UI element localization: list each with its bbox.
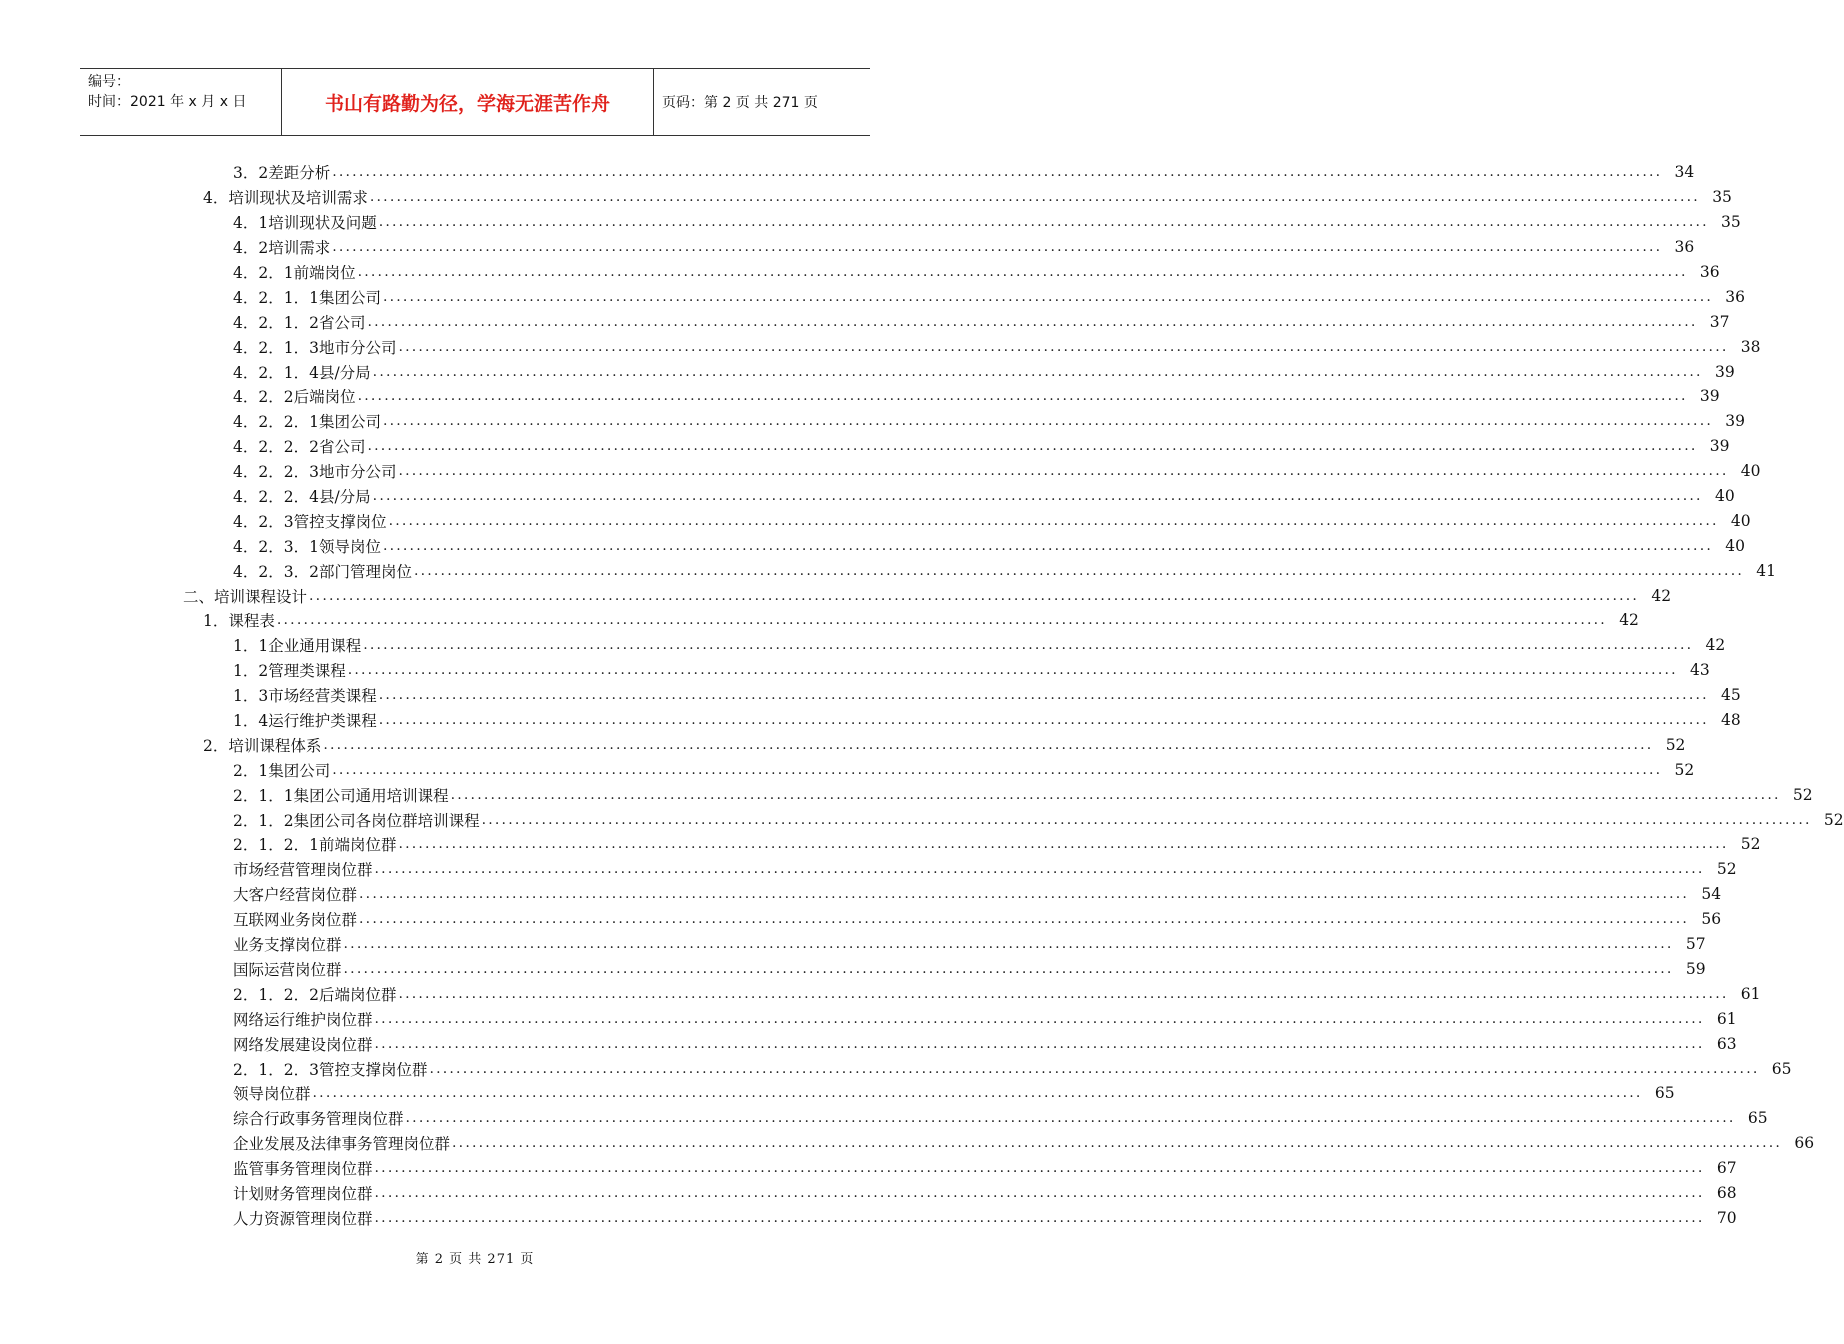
- toc-entry-page-number: 40: [1730, 511, 1751, 530]
- toc-entry-label: 4．2．2．4县/分局: [233, 488, 371, 507]
- toc-entry-label: 4．2．1．2省公司: [233, 313, 366, 332]
- toc-dot-leader: ........................................................................................................................................................................................................: [343, 960, 1674, 977]
- header-meta: [80, 69, 282, 135]
- toc-entry-label: 领导岗位群: [233, 1085, 311, 1104]
- toc-entry[interactable]: [0, 434, 1730, 459]
- toc-entry[interactable]: [0, 708, 1741, 733]
- toc-entry-label: 4．2．2．2省公司: [233, 438, 366, 457]
- toc-dot-leader: ........................................................................................................................................................................................................: [276, 612, 1607, 629]
- toc-entry[interactable]: [0, 359, 1735, 384]
- toc-entry-label: 综合行政事务管理岗位群: [233, 1110, 404, 1129]
- document-number-label: 编号：: [88, 74, 130, 90]
- toc-entry-page-number: 70: [1716, 1208, 1737, 1227]
- toc-entry-label: 1．1企业通用课程: [233, 637, 362, 656]
- toc-entry-label: 4．2．1．1集团公司: [233, 288, 381, 307]
- toc-entry[interactable]: [0, 1205, 1737, 1230]
- toc-entry-page-number: 61: [1740, 984, 1761, 1003]
- toc-entry-label: 2．1集团公司: [233, 761, 331, 780]
- toc-entry-page-number: 63: [1716, 1034, 1737, 1053]
- table-of-contents: [0, 160, 1844, 1230]
- toc-dot-leader: ........................................................................................................................................................................................................: [323, 736, 1654, 753]
- toc-entry[interactable]: [0, 309, 1730, 334]
- toc-dot-leader: ........................................................................................................................................................................................................: [374, 1209, 1705, 1226]
- toc-entry-label: 企业发展及法律事务管理岗位群: [233, 1135, 451, 1154]
- toc-entry[interactable]: [0, 533, 1745, 558]
- toc-dot-leader: ........................................................................................................................................................................................................: [374, 1010, 1705, 1027]
- toc-entry-page-number: 65: [1654, 1084, 1675, 1103]
- toc-dot-leader: ........................................................................................................................................................................................................: [481, 811, 1812, 828]
- toc-dot-leader: ........................................................................................................................................................................................................: [359, 886, 1690, 903]
- toc-entry-label: 2．1．1集团公司通用培训课程: [233, 786, 449, 805]
- toc-entry-page-number: 52: [1792, 785, 1813, 804]
- toc-entry-page-number: 52: [1716, 860, 1737, 879]
- toc-entry-page-number: 59: [1685, 959, 1706, 978]
- toc-dot-leader: ........................................................................................................................................................................................................: [367, 438, 1698, 455]
- toc-entry-page-number: 57: [1685, 935, 1706, 954]
- toc-entry-label: 2．1．2集团公司各岗位群培训课程: [233, 811, 480, 830]
- toc-entry-label: 2．1．2．1前端岗位群: [233, 836, 397, 855]
- toc-entry[interactable]: [0, 260, 1720, 285]
- toc-dot-leader: ........................................................................................................................................................................................................: [398, 338, 1729, 355]
- toc-entry-label: 计划财务管理岗位群: [233, 1184, 373, 1203]
- toc-entry-label: 二、培训课程设计: [183, 587, 308, 606]
- toc-dot-leader: ........................................................................................................................................................................................................: [452, 1135, 1783, 1152]
- toc-entry[interactable]: [0, 185, 1732, 210]
- toc-entry-label: 4．2培训需求: [233, 239, 331, 258]
- toc-entry-label: 国际运营岗位群: [233, 960, 342, 979]
- toc-dot-leader: ........................................................................................................................................................................................................: [369, 189, 1700, 206]
- toc-entry-page-number: 52: [1740, 835, 1761, 854]
- toc-entry-page-number: 40: [1740, 462, 1761, 481]
- toc-entry[interactable]: [0, 683, 1741, 708]
- toc-entry-page-number: 43: [1690, 661, 1710, 680]
- toc-dot-leader: ........................................................................................................................................................................................................: [372, 363, 1703, 380]
- toc-entry-label: 4．1培训现状及问题: [233, 214, 377, 233]
- toc-dot-leader: ........................................................................................................................................................................................................: [378, 214, 1709, 231]
- toc-entry[interactable]: [0, 932, 1706, 957]
- toc-entry-label: 4．2．1．4县/分局: [233, 363, 371, 382]
- toc-entry-page-number: 68: [1716, 1183, 1737, 1202]
- toc-entry[interactable]: [0, 1006, 1737, 1031]
- toc-entry-page-number: 41: [1756, 561, 1776, 580]
- toc-entry-page-number: 48: [1721, 711, 1741, 730]
- toc-entry-label: 大客户经营岗位群: [233, 886, 358, 905]
- toc-entry-page-number: 45: [1721, 686, 1741, 705]
- toc-entry[interactable]: [0, 459, 1761, 484]
- toc-entry[interactable]: [0, 782, 1813, 807]
- toc-entry[interactable]: [0, 732, 1686, 757]
- toc-dot-leader: ........................................................................................................................................................................................................: [347, 662, 1678, 679]
- toc-entry-page-number: 52: [1823, 810, 1844, 829]
- toc-entry-label: 网络发展建设岗位群: [233, 1035, 373, 1054]
- toc-entry[interactable]: [0, 1031, 1737, 1056]
- toc-entry-page-number: 65: [1747, 1109, 1768, 1128]
- toc-entry-label: 网络运行维护岗位群: [233, 1010, 373, 1029]
- toc-entry-page-number: 39: [1714, 362, 1735, 381]
- toc-entry-page-number: 66: [1794, 1134, 1815, 1153]
- page-footer: 第 2 页 共 271 页: [415, 1252, 535, 1267]
- toc-entry[interactable]: [0, 210, 1741, 235]
- toc-dot-leader: ........................................................................................................................................................................................................: [374, 1184, 1705, 1201]
- toc-entry-page-number: 52: [1674, 760, 1695, 779]
- toc-entry-page-number: 35: [1721, 213, 1741, 232]
- toc-dot-leader: ........................................................................................................................................................................................................: [359, 911, 1690, 928]
- header-motto: 书山有路勤为径，学海无涯苦作舟: [282, 69, 654, 135]
- toc-entry-label: 互联网业务岗位群: [233, 911, 358, 930]
- toc-dot-leader: ........................................................................................................................................................................................................: [382, 537, 1713, 554]
- toc-dot-leader: ........................................................................................................................................................................................................: [382, 288, 1713, 305]
- toc-dot-leader: ........................................................................................................................................................................................................: [343, 936, 1674, 953]
- toc-entry[interactable]: [0, 284, 1745, 309]
- toc-dot-leader: ........................................................................................................................................................................................................: [372, 488, 1703, 505]
- toc-entry[interactable]: [0, 160, 1695, 185]
- toc-entry-label: 2．1．2．2后端岗位群: [233, 985, 397, 1004]
- toc-dot-leader: ........................................................................................................................................................................................................: [374, 861, 1705, 878]
- toc-entry-page-number: 36: [1674, 238, 1695, 257]
- toc-entry-label: 4．培训现状及培训需求: [203, 189, 368, 208]
- toc-entry-label: 4．2．3管控支撑岗位: [233, 512, 387, 531]
- toc-entry[interactable]: [0, 957, 1706, 982]
- toc-entry-label: 4．2．2．1集团公司: [233, 413, 381, 432]
- toc-entry[interactable]: [0, 558, 1776, 583]
- toc-dot-leader: ........................................................................................................................................................................................................: [309, 587, 1640, 604]
- toc-dot-leader: ........................................................................................................................................................................................................: [398, 836, 1729, 853]
- toc-entry-page-number: 39: [1699, 387, 1720, 406]
- toc-entry-label: 市场经营管理岗位群: [233, 861, 373, 880]
- toc-entry[interactable]: [0, 633, 1726, 658]
- toc-dot-leader: ........................................................................................................................................................................................................: [378, 712, 1709, 729]
- toc-entry-page-number: 65: [1771, 1059, 1792, 1078]
- toc-entry-page-number: 36: [1725, 287, 1745, 306]
- toc-dot-leader: ........................................................................................................................................................................................................: [312, 1085, 1643, 1102]
- toc-entry-label: 4．2．2后端岗位: [233, 388, 356, 407]
- toc-entry-page-number: 37: [1709, 312, 1730, 331]
- toc-dot-leader: ........................................................................................................................................................................................................: [332, 761, 1663, 778]
- toc-entry[interactable]: [0, 882, 1722, 907]
- toc-entry[interactable]: [0, 832, 1761, 857]
- page-header: [80, 68, 870, 136]
- toc-dot-leader: ........................................................................................................................................................................................................: [367, 313, 1698, 330]
- toc-dot-leader: ........................................................................................................................................................................................................: [357, 264, 1688, 280]
- toc-entry[interactable]: [0, 1106, 1768, 1131]
- toc-entry-label: 1．4运行维护类课程: [233, 712, 377, 731]
- toc-dot-leader: ........................................................................................................................................................................................................: [332, 239, 1663, 256]
- toc-dot-leader: ........................................................................................................................................................................................................: [382, 413, 1713, 430]
- toc-entry[interactable]: [0, 658, 1710, 683]
- toc-dot-leader: ........................................................................................................................................................................................................: [332, 164, 1663, 181]
- toc-entry-label: 2．1．2．3管控支撑岗位群: [233, 1060, 428, 1079]
- toc-entry[interactable]: [0, 334, 1761, 359]
- toc-entry[interactable]: [0, 235, 1695, 260]
- toc-entry[interactable]: [0, 608, 1639, 633]
- toc-entry[interactable]: [0, 807, 1844, 832]
- toc-entry-page-number: 67: [1716, 1159, 1737, 1178]
- toc-entry-label: 监管事务管理岗位群: [233, 1160, 373, 1179]
- toc-entry-page-number: 52: [1665, 735, 1686, 754]
- toc-dot-leader: ........................................................................................................................................................................................................: [398, 985, 1729, 1002]
- toc-dot-leader: ........................................................................................................................................................................................................: [378, 687, 1709, 704]
- document-time-label: 时间：2021 年 x 月 x 日: [88, 94, 247, 110]
- toc-entry-label: 4．2．1前端岗位: [233, 264, 356, 282]
- toc-entry-page-number: 42: [1705, 636, 1726, 655]
- toc-entry[interactable]: [0, 981, 1761, 1006]
- toc-entry-page-number: 42: [1651, 586, 1672, 605]
- toc-entry-page-number: 38: [1740, 337, 1761, 356]
- toc-entry[interactable]: [0, 1181, 1737, 1206]
- toc-entry-page-number: 40: [1714, 487, 1735, 506]
- toc-entry-page-number: 39: [1725, 412, 1745, 431]
- toc-entry-label: 1．课程表: [203, 612, 275, 631]
- toc-entry-label: 业务支撑岗位群: [233, 936, 342, 955]
- toc-entry[interactable]: [0, 583, 1672, 608]
- toc-entry[interactable]: [0, 1156, 1737, 1181]
- toc-dot-leader: ........................................................................................................................................................................................................: [374, 1160, 1705, 1177]
- toc-entry-page-number: 42: [1619, 611, 1639, 630]
- toc-dot-leader: ........................................................................................................................................................................................................: [388, 512, 1719, 529]
- toc-entry-page-number: 40: [1725, 536, 1745, 555]
- toc-dot-leader: ........................................................................................................................................................................................................: [429, 1060, 1760, 1077]
- toc-dot-leader: ........................................................................................................................................................................................................: [374, 1035, 1705, 1052]
- toc-entry-label: 4．2．3．1领导岗位: [233, 537, 381, 556]
- toc-dot-leader: ........................................................................................................................................................................................................: [398, 463, 1729, 480]
- toc-entry-page-number: 39: [1709, 437, 1730, 456]
- toc-entry[interactable]: [0, 1081, 1675, 1106]
- toc-entry-page-number: 54: [1701, 885, 1722, 904]
- toc-entry-label: 4．2．2．3地市分公司: [233, 463, 397, 482]
- toc-entry-label: 2．培训课程体系: [203, 736, 322, 755]
- toc-entry-page-number: 35: [1712, 188, 1732, 207]
- toc-entry-page-number: 61: [1716, 1009, 1737, 1028]
- toc-entry-page-number: 36: [1699, 263, 1720, 281]
- toc-entry-page-number: 56: [1701, 910, 1722, 929]
- toc-dot-leader: ........................................................................................................................................................................................................: [363, 637, 1694, 654]
- toc-entry-label: 4．2．3．2部门管理岗位: [233, 562, 412, 581]
- toc-entry[interactable]: [0, 907, 1722, 932]
- toc-entry-label: 3．2差距分析: [233, 164, 331, 183]
- toc-dot-leader: ........................................................................................................................................................................................................: [357, 388, 1688, 405]
- toc-entry[interactable]: [0, 409, 1745, 434]
- toc-entry[interactable]: [0, 757, 1695, 782]
- header-page-info: 页码：第 2 页 共 271 页: [662, 95, 818, 111]
- toc-entry[interactable]: [0, 484, 1735, 509]
- toc-entry[interactable]: [0, 857, 1737, 882]
- toc-dot-leader: ........................................................................................................................................................................................................: [413, 562, 1744, 579]
- toc-dot-leader: ........................................................................................................................................................................................................: [450, 786, 1781, 803]
- toc-entry[interactable]: [0, 508, 1751, 533]
- toc-entry[interactable]: [0, 1131, 1815, 1156]
- toc-entry-label: 4．2．1．3地市分公司: [233, 338, 397, 357]
- toc-dot-leader: ........................................................................................................................................................................................................: [405, 1110, 1736, 1127]
- toc-entry-label: 人力资源管理岗位群: [233, 1209, 373, 1228]
- toc-entry[interactable]: [0, 384, 1720, 409]
- toc-entry[interactable]: [0, 1056, 1792, 1081]
- toc-entry-label: 1．2管理类课程: [233, 662, 346, 681]
- toc-entry-page-number: 34: [1674, 163, 1695, 182]
- toc-entry-label: 1．3市场经营类课程: [233, 687, 377, 706]
